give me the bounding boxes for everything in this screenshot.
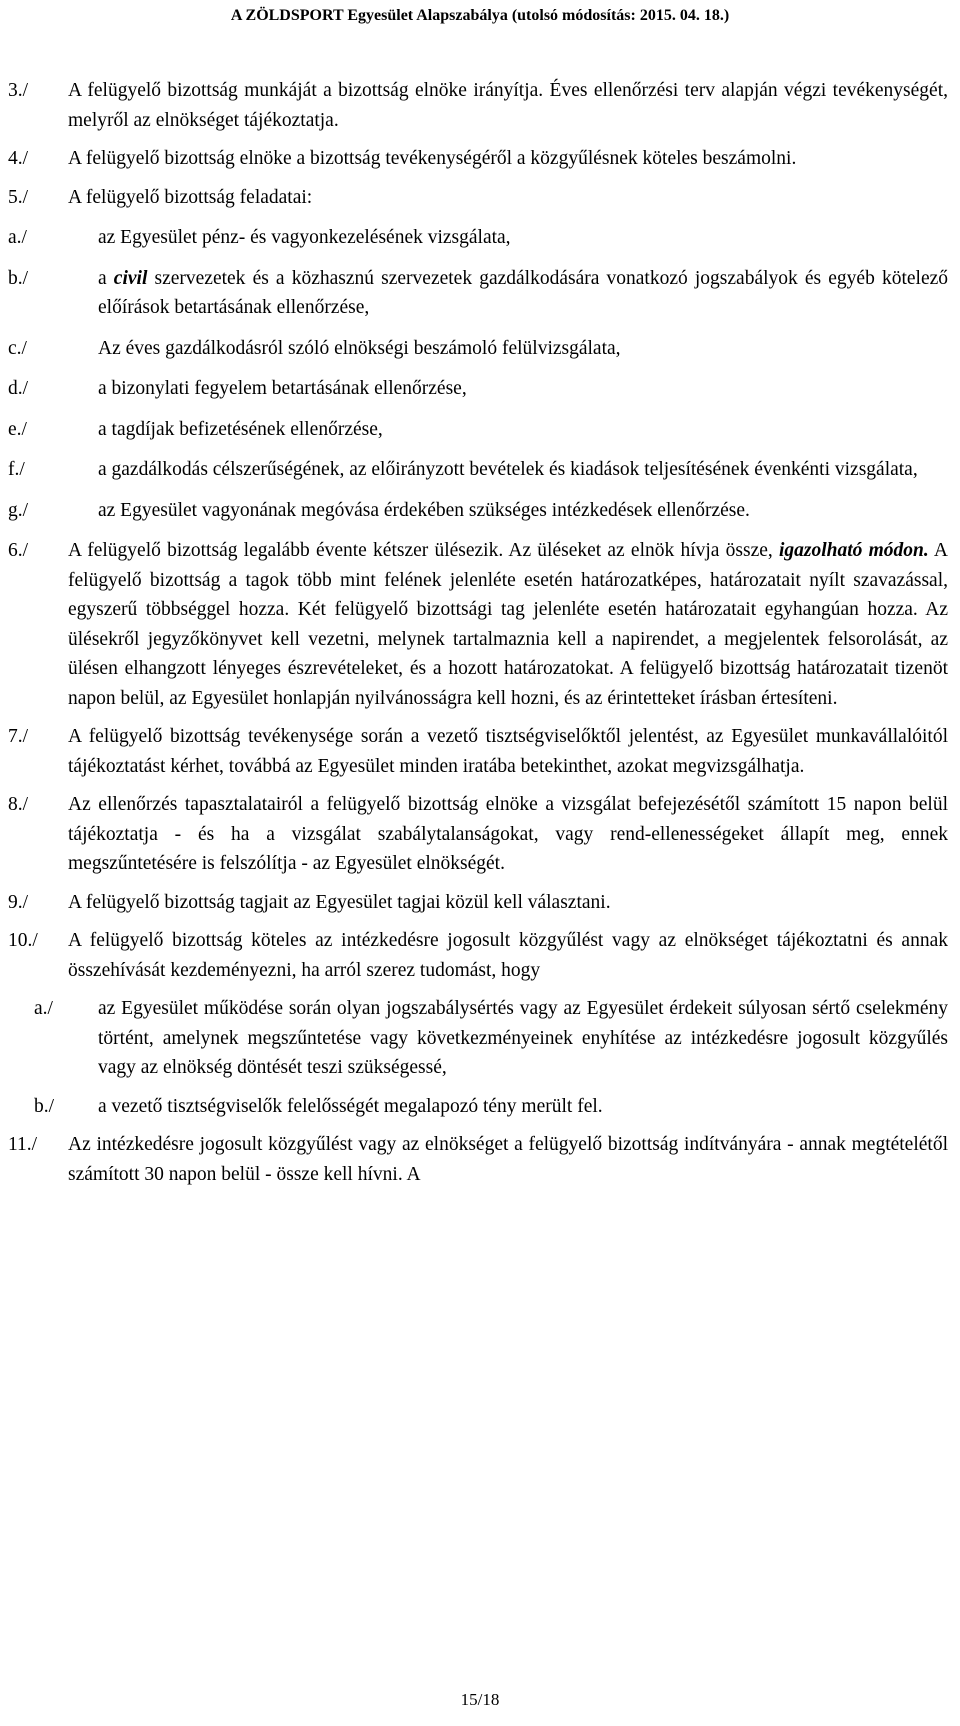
paragraph-7 [8,722,948,781]
list-item-5a [8,223,948,253]
page-header: A ZÖLDSPORT Egyesület Alapszabálya (utolsó módosítás: 2015. 04. 18.) [230,7,730,24]
list-item-number: b./ [8,267,29,289]
paragraph-number: 6./ [8,540,29,561]
paragraph-number: 5./ [8,186,29,208]
emphasized-text: igazolható módon. [778,540,929,561]
list-item-number: a./ [34,998,53,1019]
list-item-text: a vezető tisztségviselők felelősségét megalapozó tény merült fel. [98,1095,603,1117]
paragraph-11 [8,1130,948,1189]
list-item-number: b./ [34,1095,55,1117]
paragraph-9 [8,888,948,918]
list-item-text: Az éves gazdálkodásról szóló elnökségi beszámoló felülvizsgálata, [98,337,621,359]
list-item-number: c./ [8,337,27,359]
list-item-text: az Egyesület vagyonának megóvása érdekében szükséges intézkedések ellenőrzése. [98,499,750,521]
list-item-5d [8,374,948,404]
list-item-text-end: szervezetek és a közhasznú szervezetek gazdálkodására vonatkozó jogszabályok és egyéb kötelező előírások betartásának ellenőrzése, [98,267,949,318]
paragraph-6 [8,536,948,713]
list-item-number: a./ [8,227,27,248]
paragraph-number: 8./ [8,794,29,815]
list-item-number: d./ [8,378,29,399]
paragraph-text: A felügyelő bizottság tevékenysége során a vezető tisztségviselőktől jelentést, az Egyesület munkavállalóitól tájékoztatást kérhet, továbbá az Egyesület minden iratába betekinthet, azokat megvizsgálhatja. [68,726,948,777]
paragraph-text: A felügyelő bizottság köteles az intézkedésre jogosult közgyűlést vagy az elnökséget tájékoztatni és annak összehívását kezdeményezni, ha arról szerez tudomást, hogy [68,930,948,981]
paragraph-4 [8,144,948,174]
list-item-10a [34,994,948,1083]
paragraph-5 [8,183,948,213]
paragraph-text-end: A felügyelő bizottság a tagok több mint felének jelenléte esetén határozatképes, határozatait nyílt szavazással, egyszerű többséggel hozza. Két felügyelő bizottsági tag jelenléte esetén határozatait egyhangúan hozza. Az ülésekről jegyzőkönyvet kell vezetni, melynek tartalmaznia kell a napirendet, a megjelentek felsorolását, az ülésen elhangzott lényeges észrevételeket, és a hozott határozatokat. A felügyelő bizottság határozatait tizenöt napon belül, az Egyesület honlapján nyilvánosságra kell hozni, és az érintetteket írásban értesíteni. [68,540,948,709]
paragraph-10 [8,926,948,985]
list-item-5b [8,264,948,323]
list-item-text: a bizonylati fegyelem betartásának ellenőrzése, [98,378,467,399]
list-item-5g [8,496,948,526]
list-item-text-start: a [98,267,114,289]
paragraph-text: A felügyelő bizottság tagjait az Egyesület tagjai közül kell választani. [68,891,611,913]
paragraph-number: 11./ [8,1134,38,1155]
paragraph-number: 7./ [8,726,29,747]
list-item-text: a gazdálkodás célszerűségének, az előirányzott bevételek és kiadások teljesítésének évenkénti vizsgálata, [98,459,918,480]
paragraph-text: Az ellenőrzés tapasztalatairól a felügyelő bizottság elnöke a vizsgálat befejezésétől számított 15 napon belül tájékoztatja - és ha a vizsgálat szabálytalanságokat, vagy rend-ellenességeket állapít meg, ennek megszűntetésére is felszólítja - az Egyesület elnökségét. [68,794,948,874]
page-number: 15/18 [460,1690,500,1709]
paragraph-number: 3./ [8,80,29,101]
list-item-5c [8,334,948,364]
paragraph-3 [8,76,948,135]
paragraph-text: A felügyelő bizottság munkáját a bizottság elnöke irányítja. Éves ellenőrzési terv alapján végzi tevékenységét, melyről az elnökséget tájékoztatja. [68,80,948,131]
list-item-number: e./ [8,418,27,440]
paragraph-text: A felügyelő bizottság elnöke a bizottság tevékenységéről a közgyűlésnek köteles beszámolni. [68,148,797,169]
document-body [8,76,948,1189]
list-item-text: az Egyesület pénz- és vagyonkezelésének vizsgálata, [98,227,511,248]
list-item-number: f./ [8,459,25,480]
paragraph-number: 4./ [8,148,29,169]
paragraph-text: A felügyelő bizottság feladatai: [68,186,313,208]
list-item-5f [8,455,948,485]
paragraph-number: 10./ [8,930,38,951]
list-item-number: g./ [8,499,29,521]
list-item-text: az Egyesület működése során olyan jogszabálysértés vagy az Egyesület érdekeit súlyosan sértő cselekmény történt, amelynek megszűntetése vagy következményeinek enyhítése az intézkedésre jogosult közgyűlés vagy az elnökség döntését teszi szükségessé, [98,998,948,1078]
list-item-text: a tagdíjak befizetésének ellenőrzése, [98,418,383,440]
paragraph-number: 9./ [8,891,29,913]
paragraph-text-start: A felügyelő bizottság legalább évente kétszer ülésezik. Az üléseket az elnök hívja össze, [68,540,779,561]
emphasized-text: civil [113,267,148,289]
list-item-10b [34,1092,948,1122]
list-item-5e [8,415,948,445]
paragraph-8 [8,790,948,879]
paragraph-text: Az intézkedésre jogosult közgyűlést vagy az elnökséget a felügyelő bizottság indítványára - annak megtételétől számított 30 napon belül - össze kell hívni. A [68,1134,948,1185]
